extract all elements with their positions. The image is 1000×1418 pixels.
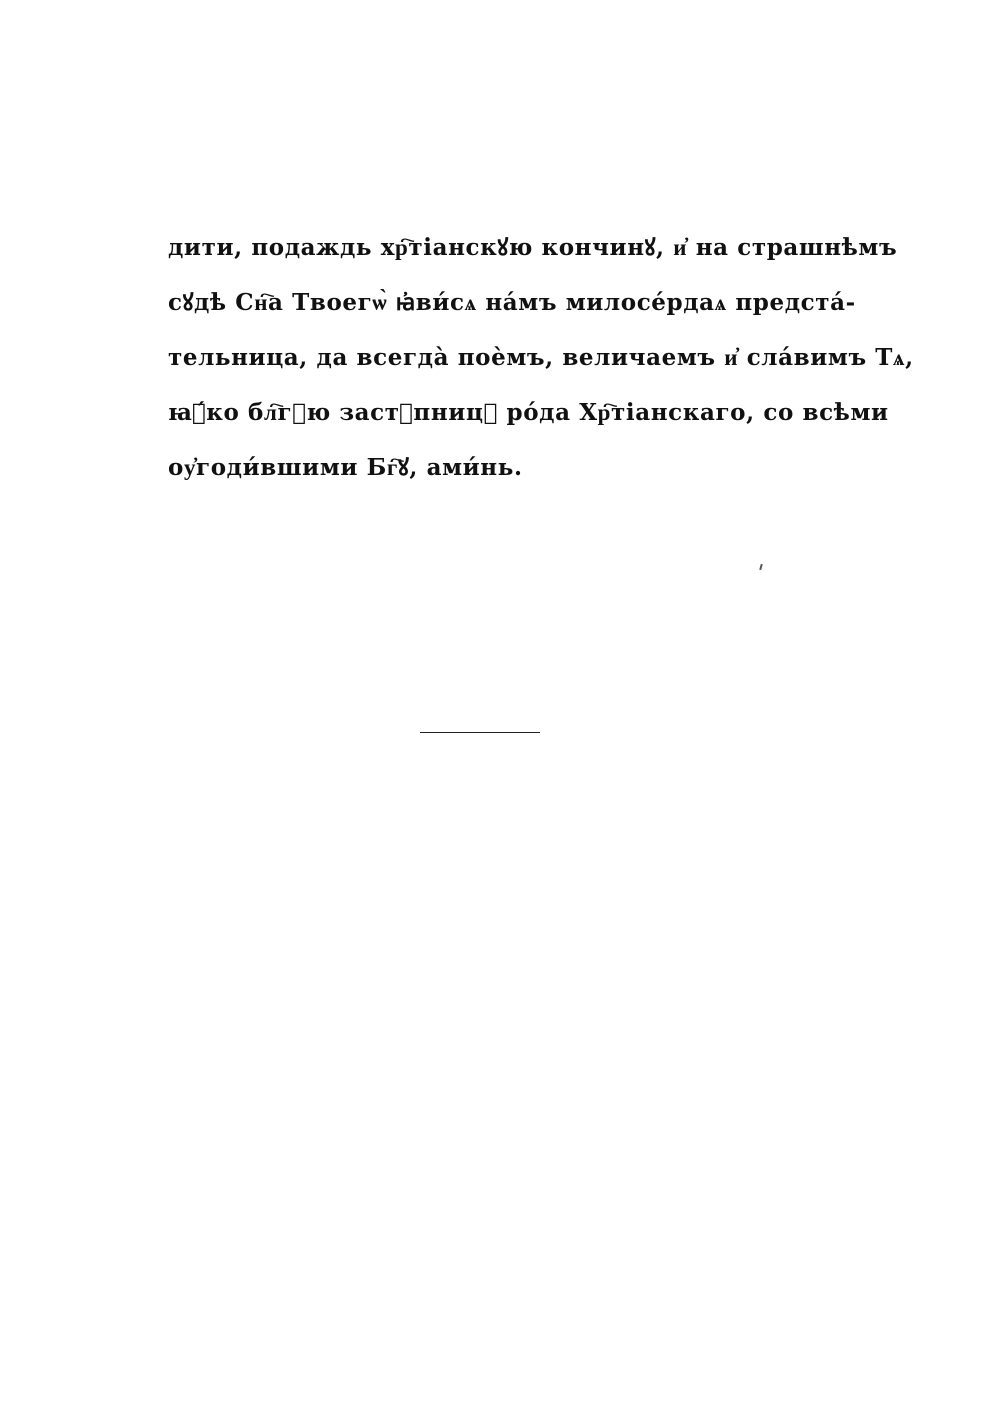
ink-speck [759,564,762,570]
text-line: дити, подаждь хр҇тіанскꙋю кончинꙋ, и҆ на страшнѣмъ [168,234,898,261]
prayer-text-block [168,223,914,498]
text-line: тельница, да всегда̀ поѐмъ, величаемъ и҆ сла́вимъ Тѧ, [168,344,914,371]
text-line: сꙋдѣ Сн҇а Твоегѡ̀ ꙗ҆ви́сѧ на́мъ милосе́рдаѧ предста́- [168,289,856,316]
text-line: ꙗ҆́ко бл҇гꙋю заст꙽пницꙋ ро́да Хр҇тіанскаго, со всѣми [168,399,889,426]
text-line: оу҆годи́вшими Бг҇ꙋ, ами́нь. [168,454,523,481]
section-divider [420,732,540,733]
